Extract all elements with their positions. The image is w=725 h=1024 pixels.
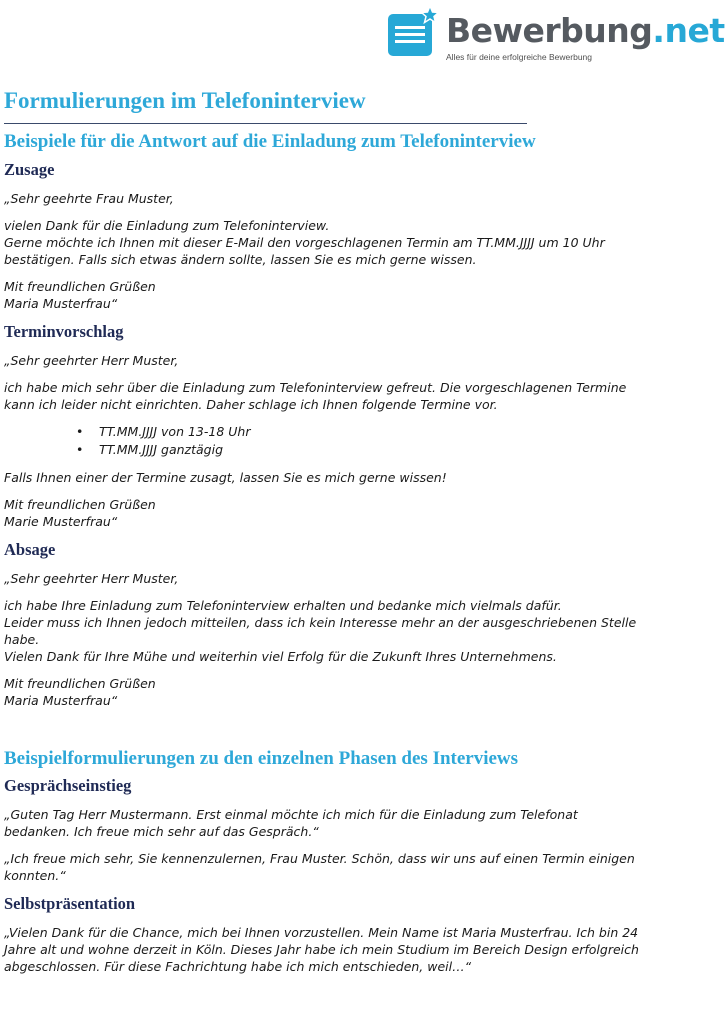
terminvorschlag-followup: Falls Ihnen einer der Termine zusagt, lassen Sie es mich gerne wissen! <box>4 469 447 485</box>
spacer <box>4 719 644 741</box>
zusage-body: vielen Dank für die Einladung zum Telefoninterview. Gerne möchte ich Ihnen mit dieser E-Mail den vorgeschlagenen Termin am TT.MM.JJJJ um 10 Uhr bestätigen. Falls sich etwas ändern sollte, lassen Sie es mich gerne wissen. <box>4 217 605 267</box>
subheading-terminvorschlag: Terminvorschlag <box>4 321 124 341</box>
logo-wordmark <box>446 11 725 50</box>
subheading-absage: Absage <box>4 539 56 559</box>
section-heading-replies: Beispiele für die Antwort auf die Einladung zum Telefoninterview <box>4 131 536 153</box>
page-title: Formulierungen im Telefoninterview <box>4 88 527 124</box>
praesentation-example: „Vielen Dank für die Chance, mich bei Ihnen vorzustellen. Mein Name ist Maria Musterfrau. Ich bin 24 Jahre alt und wohne derzeit in Köln. Dieses Jahr habe ich mein Studium im Bereich Design erfolgreich abgeschlossen. Für diese Fachrichtung habe ich mich entschieden, weil…“ <box>4 924 639 974</box>
subheading-gespraechseinstieg: Gesprächseinstieg <box>4 776 132 796</box>
terminvorschlag-salutation: „Sehr geehrter Herr Muster, <box>4 352 179 368</box>
logo[interactable] <box>386 2 725 62</box>
date-options-list <box>4 423 644 459</box>
absage-body: ich habe Ihre Einladung zum Telefoninterview erhalten und bedanke mich vielmals dafür. Leider muss ich Ihnen jedoch mitteilen, dass ich kein Interesse mehr an der ausgeschriebenen Stelle habe. Vielen Dank für Ihre Mühe und weiterhin viel Erfolg für die Zukunft Ihres Unternehmens. <box>4 597 637 664</box>
terminvorschlag-closing: Mit freundlichen Grüßen Marie Musterfrau“ <box>4 496 156 529</box>
document-star-icon <box>386 4 444 62</box>
subheading-zusage: Zusage <box>4 160 55 180</box>
list-item: • TT.MM.JJJJ von 13-18 Uhr <box>99 423 644 441</box>
section-heading-phases: Beispielformulierungen zu den einzelnen Phasen des Interviews <box>4 747 519 769</box>
zusage-salutation: „Sehr geehrte Frau Muster, <box>4 190 174 206</box>
logo-brand: Bewerbung <box>446 11 653 50</box>
einstieg-example-1: „Guten Tag Herr Mustermann. Erst einmal möchte ich mich für die Einladung zum Telefonat bedanken. Ich freue mich sehr auf das Gespräch.“ <box>4 807 578 840</box>
einstieg-example-2: „Ich freue mich sehr, Sie kennenzulernen, Frau Muster. Schön, dass wir uns auf einen Termin einigen konnten.“ <box>4 851 635 884</box>
logo-tagline: Alles für deine erfolgreiche Bewerbung <box>446 52 593 62</box>
list-item: • TT.MM.JJJJ ganztägig <box>99 441 644 459</box>
document-body <box>4 88 644 985</box>
subheading-selbstpraesentation: Selbstpräsentation <box>4 894 136 914</box>
terminvorschlag-body: ich habe mich sehr über die Einladung zum Telefoninterview gefreut. Die vorgeschlagenen Termine kann ich leider nicht einrichten. Daher schlage ich Ihnen folgende Termine vor. <box>4 379 627 412</box>
absage-salutation: „Sehr geehrter Herr Muster, <box>4 570 179 586</box>
absage-closing: Mit freundlichen Grüßen Maria Musterfrau“ <box>4 675 156 708</box>
zusage-closing: Mit freundlichen Grüßen Maria Musterfrau“ <box>4 278 156 311</box>
logo-tld: .net <box>652 11 725 50</box>
